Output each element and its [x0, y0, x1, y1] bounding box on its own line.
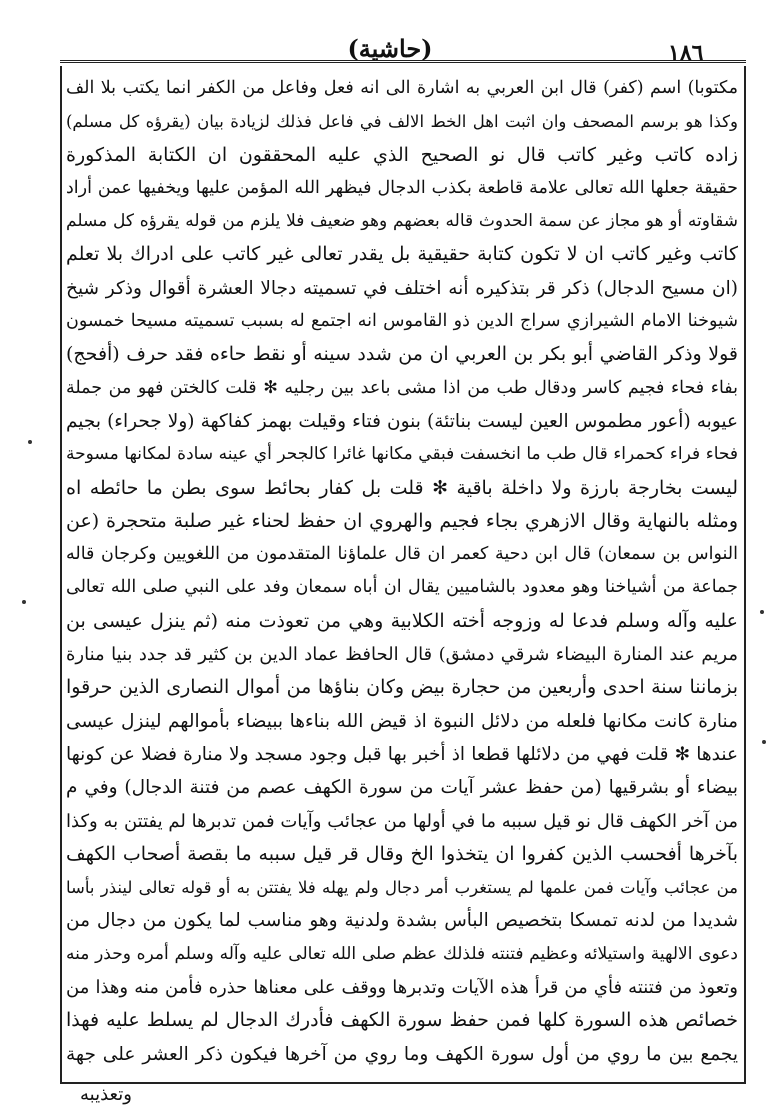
text-line: من آخر الكهف قال نو قيل سببه ما في أولها من عجائب وآيات فمن تدبرها لم يفتتن به وكذا: [66, 810, 738, 832]
text-line: شديدا من لدنه تمسكا بتخصيص البأس بشدة ولدنية وهو مناسب لما يكون من دجال من: [66, 910, 738, 932]
text-line: [66, 1071, 738, 1072]
text-line: كاتب وغير كاتب ان لا تكون كتابة حقيقية بل يقدر تعالى غير كاتب على ادراك بلا تعلم: [66, 243, 738, 266]
margin-mark: [762, 740, 766, 744]
text-line: ليست بخارجة بارزة ولا داخلة باقية ✻ قلت بل كفار بحائط سوى بطن ما حائطه اه: [66, 476, 738, 499]
text-line: خصائص هذه السورة كلها فمن حفظ سورة الكهف فأدرك الدجال لم يسلط عليه فهذا: [66, 1009, 738, 1032]
text-line: فحاء فراء كحمراء قال طب ما انخسفت فبقي مكانها غائرا كالجحر أي عينه سادة لمكانها مسوحة: [66, 444, 738, 465]
page-header: [0, 30, 782, 70]
catchword: وتعذيبه: [80, 1084, 132, 1105]
text-line: بفاء فحاء فجيم كاسر ودقال طب من اذا مشى باعد بين رجليه ✻ قلت كالختن فهو من جملة: [66, 377, 738, 398]
margin-mark: [760, 610, 764, 614]
text-line: دعوى الالهية واستيلائه وعظيم فتنته فلذلك عظم صلى الله تعالى عليه وآله وسلم أمره وحذر منه: [66, 943, 738, 964]
margin-mark: [28, 440, 32, 444]
page-title: (حاشية): [347, 34, 433, 63]
text-line: النواس بن سمعان) قال ابن دحية كعمر ان قال علماؤنا المتقدمون من اللغويين وكرجان قاله: [66, 544, 738, 565]
text-line: ومثله بالنهاية وقال الازهري بجاء فجيم والهروي ان حفظ لحناء غير صلبة متحجرة (عن: [66, 509, 738, 532]
text-line: عليه وآله وسلم فدعا له وزوجه أخته الكلابية وهي من تعوذت منه (ثم ينزل عيسى بن: [66, 609, 738, 632]
text-line: مكتوبا) اسم (كفر) قال ابن العربي به اشارة الى انه فعل وفاعل من الكفر انما يكتب بلا الف: [66, 78, 738, 98]
text-line: قولا وذكر القاضي أبو بكر بن العربي ان من شدد سينه أو نقط حاءه فقد حرف (أفحج): [66, 343, 738, 366]
page-number: ١٨٦: [668, 40, 704, 66]
text-line: وكذا هو برسم المصحف وان اثبت اهل الخط الالف في فاعل فذلك لزيادة بيان (يقرؤه كل مسلم): [66, 112, 738, 132]
text-line: من عجائب وآيات فمن علمها لم يستغرب أمر دجال ولم يهله فلا يفتتن به أو قوله تعالى لينذر بأسا: [66, 878, 738, 898]
text-line: شيوخنا الامام الشيرازي سراج الدين ذو القاموس انه اجتمع له بسبب تسميته مسيحا خمسون: [66, 311, 738, 332]
text-line: (ان مسيح الدجال) ذكر قر بتذكيره أنه اختلف في تسميته دجالا العشرة أقوال وذكر شيخ: [66, 277, 738, 299]
text-line: يجمع بين ما روي من أول سورة الكهف وما روي من آخرها فيكون ذكر العشر على جهة: [66, 1043, 738, 1065]
text-line: مريم عند المنارة البيضاء شرقي دمشق) قال الحافظ عماد الدين بن كثير قد جدد بنيا منارة: [66, 644, 738, 666]
text-line: بزماننا سنة احدى وأربعين من حجارة بيض وكان بناؤها من أموال النصارى الذين حرقوا: [66, 676, 738, 699]
text-line: عندها ✻ قلت فهي من دلائلها قطعا اذ أخبر بها قبل وجود مسجد ولا منارة فضلا عن كونها: [66, 743, 738, 765]
text-line: وتعوذ من فتنته فأي من قرأ هذه الآيات وتدبرها ووقف على معناها حذره فأمن منه وهذا من: [66, 977, 738, 999]
margin-mark: [22, 600, 26, 604]
text-line: عيوبه (أعور مطموس العين ليست بناتئة) بنون فتاء وقيلت بهمز كفاكهة (ولا جحراء) بجيم: [66, 410, 738, 432]
text-line: بيضاء أو بشرقيها (من حفظ عشر آيات من سورة الكهف عصم من فتنة الدجال) وفي م: [66, 777, 738, 799]
text-line: بآخرها أفحسب الذين كفروا ان يتخذوا الخ وقال قر قيل سببه ما بقصة أصحاب الكهف: [66, 842, 738, 865]
top-rule: [60, 60, 746, 63]
text-line: منارة كانت مكانها فلعله من دلائل النبوة اذ قيض الله بناءها ببيضاء بأموالهم لينزل عيسى: [66, 710, 738, 732]
body-text: [66, 72, 738, 1072]
text-line: زاده كاتب وغير كاتب قال نو الصحيح الذي عليه المحققون ان الكتابة المذكورة: [66, 143, 738, 166]
text-line: جماعة من أشياخنا وهو معدود بالشاميين يقال ان أباه سمعان وفد على النبي صلى الله تعالى: [66, 577, 738, 598]
text-line: حقيقة جعلها الله تعالى علامة قاطعة بكذب الدجال فيظهر الله المؤمن عليها ويخفيها عمن أراد: [66, 177, 738, 198]
text-line: شقاوته أو هو مجاز عن سمة الحدوث قاله بعضهم وهو ضعيف فلا يلزم من قوله يقرؤه كل مسلم: [66, 211, 738, 232]
